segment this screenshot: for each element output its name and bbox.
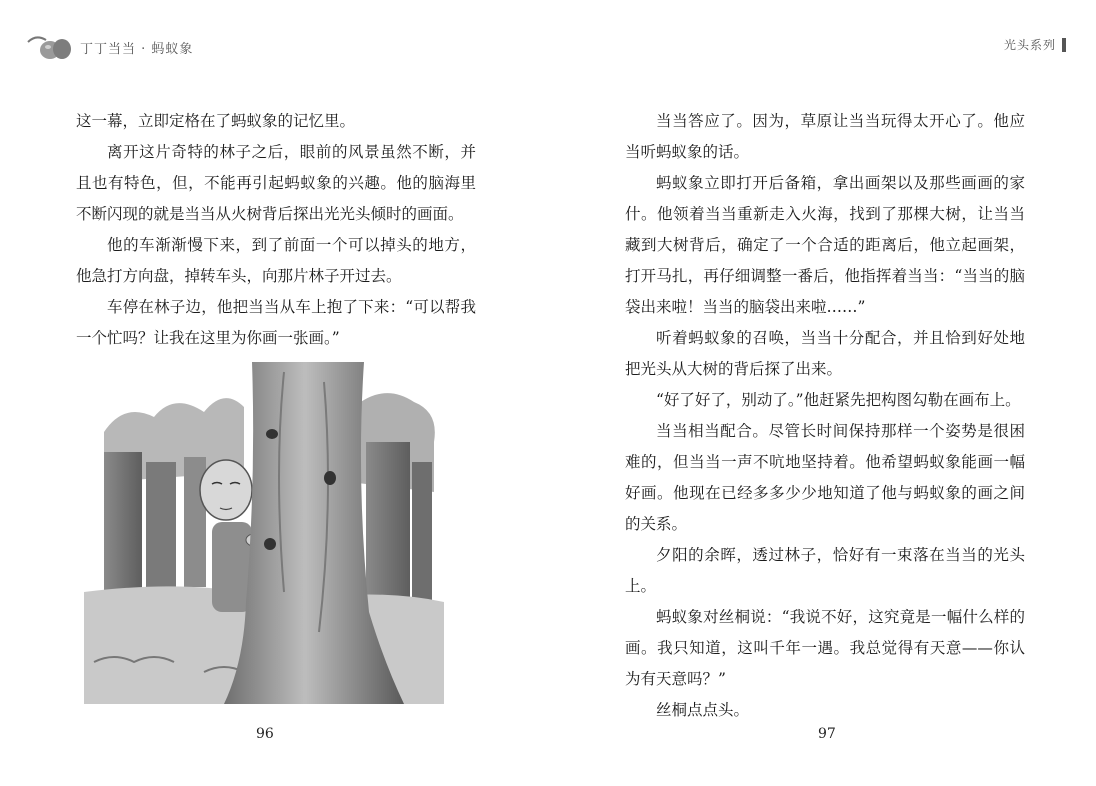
page-number: 96	[256, 726, 274, 742]
paragraph: 当当相当配合。尽管长时间保持那样一个姿势是很困难的，但当当一声不吭地坚持着。他希望蚂蚁象能画一幅好画。他现在已经多多少少地知道了他与蚂蚁象的画之间的关系。	[625, 422, 1025, 533]
paragraph: 蚂蚁象对丝桐说：“我说不好，这究竟是一幅什么样的画。我只知道，这叫千年一遇。我总觉得有天意——你认为有天意吗？”	[625, 608, 1025, 688]
left-body-text	[76, 106, 476, 354]
paragraph: 离开这片奇特的林子之后，眼前的风景虽然不断，并且也有特色，但，不能再引起蚂蚁象的兴趣。他的脑海里不断闪现的就是当当从火树背后探出光光头倾时的画面。	[76, 143, 476, 223]
paragraph: 车停在林子边，他把当当从车上抱了下来：“可以帮我一个忙吗？让我在这里为你画一张画。”	[76, 298, 476, 347]
paragraph: “好了好了，别动了。”他赶紧先把构图勾勒在画布上。	[656, 391, 1021, 409]
series-name: 光头系列	[1003, 38, 1056, 52]
running-header-left	[26, 30, 193, 64]
paragraph: 听着蚂蚁象的召唤，当当十分配合，并且恰到好处地把光头从大树的背后探了出来。	[625, 329, 1025, 378]
paragraph: 当当答应了。因为，草原让当当玩得太开心了。他应当听蚂蚁象的话。	[625, 112, 1025, 161]
paragraph: 丝桐点点头。	[656, 701, 750, 719]
header-bar-mark	[1062, 38, 1066, 52]
right-page	[548, 0, 1096, 786]
paragraph: 这一幕，立即定格在了蚂蚁象的记忆里。	[76, 112, 356, 130]
page-number: 97	[818, 726, 836, 742]
series-title: 丁丁当当 · 蚂蚁象	[80, 41, 194, 57]
paragraph: 夕阳的余晖，透过林子，恰好有一束落在当当的光头上。	[625, 546, 1025, 595]
paragraph: 蚂蚁象立即打开后备箱，拿出画架以及那些画画的家什。他领着当当重新走入火海，找到了那棵大树，让当当藏到大树背后，确定了一个合适的距离后，他立起画架，打开马扎，再仔细调整一番后，他指挥着当当：“当当的脑袋出来啦！当当的脑袋出来啦……”	[625, 174, 1025, 316]
running-header-right	[1004, 36, 1066, 53]
right-body-text	[625, 106, 1025, 726]
gourd-logo-icon	[26, 32, 74, 62]
forest-boy-illustration	[84, 362, 444, 704]
paragraph: 他的车渐渐慢下来，到了前面一个可以掉头的地方，他急打方向盘，掉转车头，向那片林子开过去。	[76, 236, 476, 285]
